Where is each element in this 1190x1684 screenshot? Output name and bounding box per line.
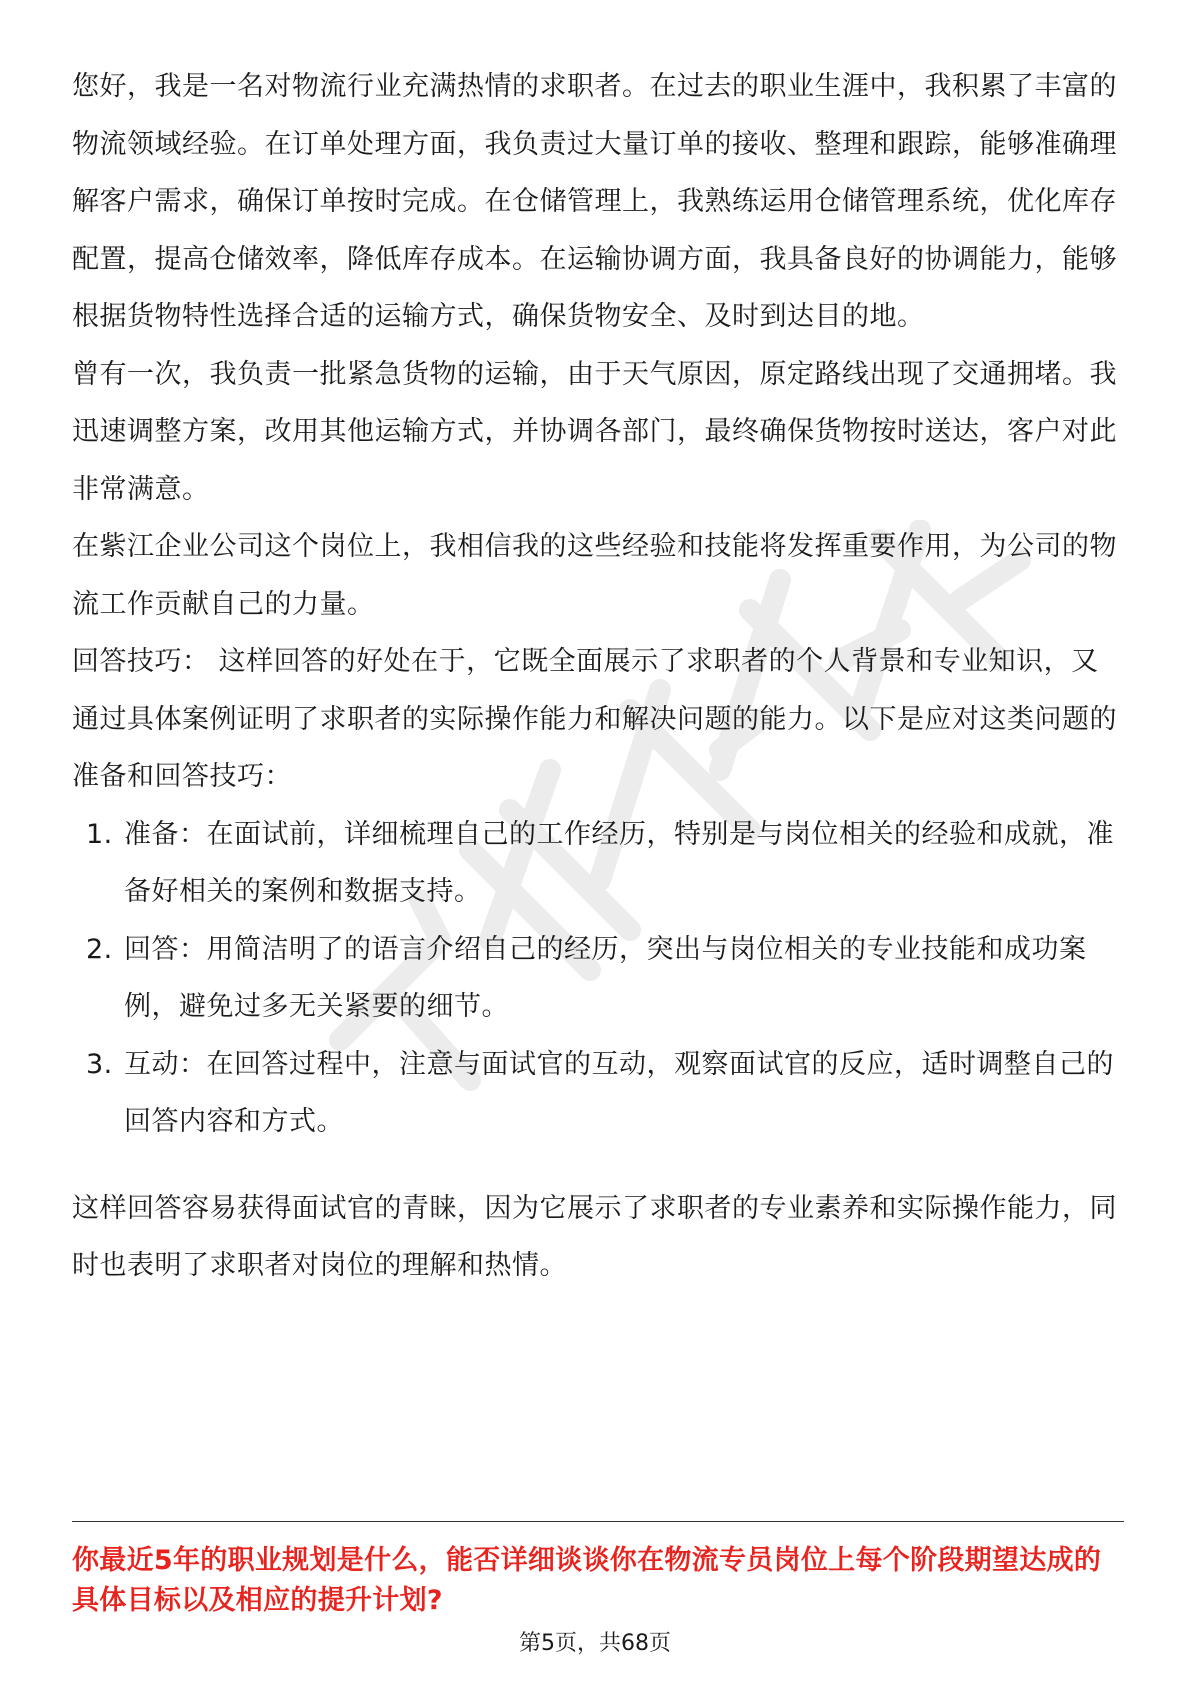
summary-paragraph: 这样回答容易获得面试官的青睐，因为它展示了求职者的专业素养和实际操作能力，同时也表明了求职者对岗位的理解和热情。 <box>72 1192 1117 1281</box>
list-item-text: 回答：用简洁明了的语言介绍自己的经历，突出与岗位相关的专业技能和成功案例，避免过多无关紧要的细节。 <box>124 933 1087 1022</box>
next-question-heading: 你最近5年的职业规划是什么，能否详细谈谈你在物流专员岗位上每个阶段期望达成的具体目标以及相应的提升计划? <box>72 1545 1102 1616</box>
example-paragraph: 曾有一次，我负责一批紧急货物的运输，由于天气原因，原定路线出现了交通拥堵。我迅速调整方案，改用其他运输方式，并协调各部门，最终确保货物按时送达，客户对此非常满意。 <box>72 358 1117 505</box>
list-item <box>72 1036 1124 1151</box>
document-body <box>72 58 1124 1295</box>
tips-list <box>72 806 1124 1151</box>
section-divider <box>72 1521 1124 1522</box>
list-item <box>72 806 1124 921</box>
list-item <box>72 921 1124 1036</box>
list-item-number: 2. <box>86 933 113 965</box>
list-item-number: 3. <box>86 1048 113 1080</box>
closing-paragraph: 在紫江企业公司这个岗位上，我相信我的这些经验和技能将发挥重要作用，为公司的物流工作贡献自己的力量。 <box>72 531 1117 620</box>
list-item-text: 准备：在面试前，详细梳理自己的工作经历，特别是与岗位相关的经验和成就，准备好相关的案例和数据支持。 <box>124 818 1114 907</box>
list-item-text: 互动：在回答过程中，注意与面试官的互动，观察面试官的反应，适时调整自己的回答内容和方式。 <box>124 1048 1114 1137</box>
intro-paragraph: 您好，我是一名对物流行业充满热情的求职者。在过去的职业生涯中，我积累了丰富的物流领域经验。在订单处理方面，我负责过大量订单的接收、整理和跟踪，能够准确理解客户需求，确保订单按时完成。在仓储管理上，我熟练运用仓储管理系统，优化库存配置，提高仓储效率，降低库存成本。在运输协调方面，我具备良好的协调能力，能够根据货物特性选择合适的运输方式，确保货物安全、及时到达目的地。 <box>72 71 1117 332</box>
list-item-number: 1. <box>86 818 113 850</box>
tips-intro-paragraph: 回答技巧： 这样回答的好处在于，它既全面展示了求职者的个人背景和专业知识，又通过具体案例证明了求职者的实际操作能力和解决问题的能力。以下是应对这类问题的准备和回答技巧： <box>72 646 1117 792</box>
page-number-footer: 第5页，共68页 <box>519 1631 671 1656</box>
